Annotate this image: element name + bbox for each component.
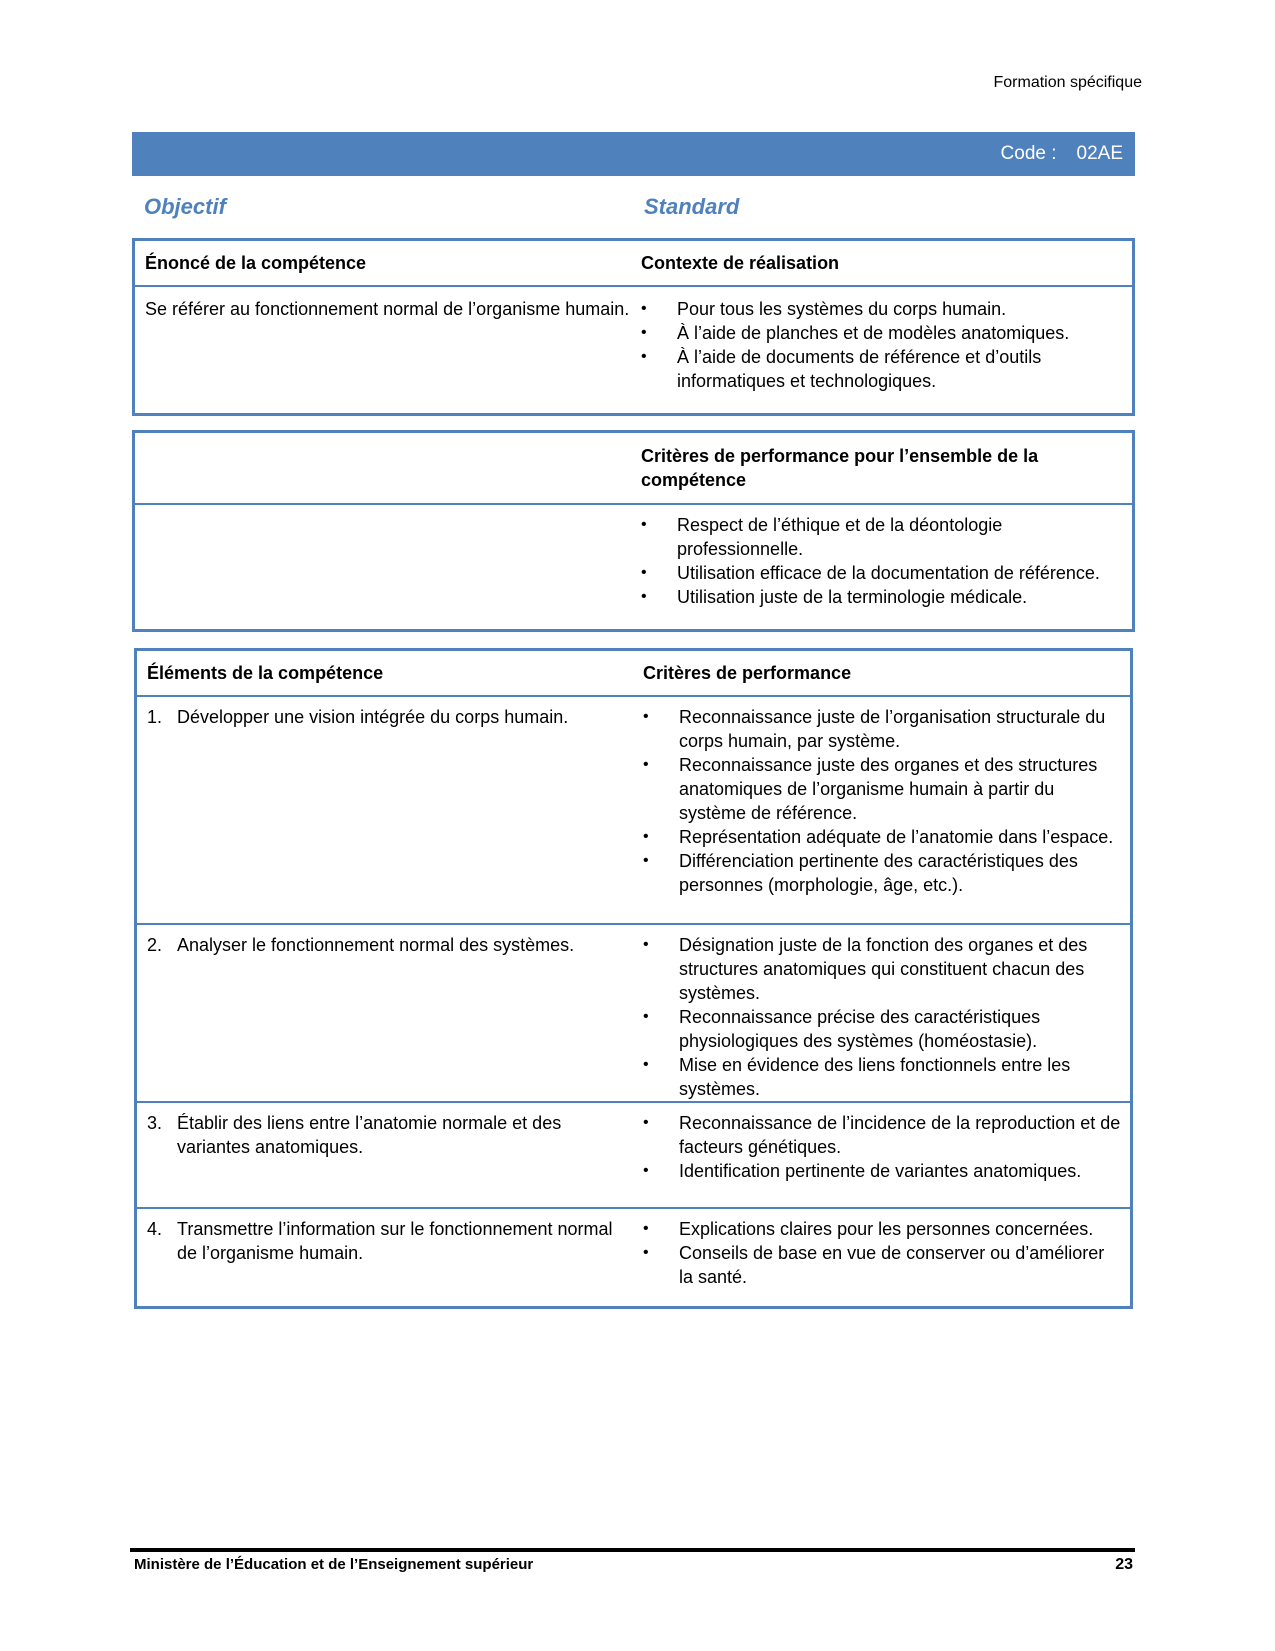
- element-number: 3.: [147, 1113, 163, 1133]
- standard-label: Standard: [644, 194, 740, 219]
- element-text: Établir des liens entre l’anatomie normale et des variantes anatomiques.: [177, 1113, 562, 1157]
- page-number: 23: [1115, 1556, 1133, 1573]
- criterion-item: • Reconnaissance précise des caractéristiques physiologiques des systèmes (homéostasie).: [643, 1005, 1122, 1053]
- overall-criteria-cell: [631, 513, 1132, 609]
- statement-header: Énoncé de la compétence: [145, 253, 367, 273]
- criteria-cell: [633, 705, 1130, 923]
- criteria-list: [643, 1217, 1122, 1289]
- element-text: Développer une vision intégrée du corps humain.: [177, 707, 569, 727]
- element-cell: [137, 1217, 633, 1306]
- footer-rule: [130, 1548, 1135, 1552]
- element-cell: [137, 1111, 633, 1207]
- criteria-cell: [633, 1111, 1130, 1207]
- overall-criteria-body: [135, 505, 1132, 609]
- table-row: [137, 697, 1130, 923]
- criterion-item: • Différenciation pertinente des caractéristiques des personnes (morphologie, âge, etc.).: [643, 849, 1122, 897]
- criteria-list: [643, 705, 1122, 897]
- element-text: Transmettre l’information sur le fonctionnement normal de l’organisme humain.: [177, 1219, 613, 1263]
- context-list: [641, 297, 1124, 393]
- overall-criteria-list: [641, 513, 1124, 609]
- criterion-item: • Identification pertinente de variantes anatomiques.: [643, 1159, 1122, 1183]
- context-item: • À l’aide de documents de référence et d’outils informatiques et technologiques.: [641, 345, 1124, 393]
- element-number: 1.: [147, 707, 163, 727]
- statement-table-body: [135, 287, 1132, 393]
- criterion-item: • Reconnaissance juste des organes et des structures anatomiques de l’organisme humain à partir du système de référence.: [643, 753, 1122, 825]
- criteria-cell: [633, 933, 1130, 1101]
- elements-table: [134, 648, 1133, 1309]
- elements-table-header: [137, 651, 1130, 697]
- element-number: 4.: [147, 1219, 163, 1239]
- code-label: Code :: [1000, 143, 1057, 164]
- code-banner: [132, 132, 1135, 176]
- criterion-item: • Représentation adéquate de l’anatomie dans l’espace.: [643, 825, 1122, 849]
- element-text: Analyser le fonctionnement normal des systèmes.: [177, 935, 575, 955]
- criteria-list: [643, 933, 1122, 1101]
- context-item: • Pour tous les systèmes du corps humain.: [641, 297, 1124, 321]
- footer-ministry: Ministère de l’Éducation et de l’Enseignement supérieur: [134, 1556, 534, 1573]
- overall-criteria-table: [132, 430, 1135, 632]
- table-row: [137, 1101, 1130, 1207]
- criterion-item: • Reconnaissance juste de l’organisation structurale du corps humain, par système.: [643, 705, 1122, 753]
- criterion-item: • Reconnaissance de l’incidence de la reproduction et de facteurs génétiques.: [643, 1111, 1122, 1159]
- context-list-cell: [631, 297, 1132, 393]
- table-row: [137, 923, 1130, 1101]
- criterion-item: • Respect de l’éthique et de la déontologie professionnelle.: [641, 513, 1124, 561]
- element-cell: [137, 705, 633, 923]
- criterion-item: • Mise en évidence des liens fonctionnels entre les systèmes.: [643, 1053, 1122, 1101]
- criteria-list: [643, 1111, 1122, 1183]
- competency-statement: Se référer au fonctionnement normal de l’organisme humain.: [145, 299, 630, 319]
- element-cell: [137, 933, 633, 1101]
- element-number: 2.: [147, 935, 163, 955]
- table-row: [137, 1207, 1130, 1306]
- context-item: • À l’aide de planches et de modèles anatomiques.: [641, 321, 1124, 345]
- context-header: Contexte de réalisation: [641, 253, 840, 273]
- objective-label: Objectif: [144, 194, 226, 219]
- code-value: 02AE: [1076, 143, 1123, 164]
- running-head: Formation spécifique: [993, 74, 1142, 91]
- criteria-header: Critères de performance: [643, 663, 852, 683]
- criterion-item: • Désignation juste de la fonction des organes et des structures anatomiques qui constituent chacun des systèmes.: [643, 933, 1122, 1005]
- empty-cell: [135, 513, 631, 609]
- elements-header: Éléments de la compétence: [147, 663, 384, 683]
- criteria-cell: [633, 1217, 1130, 1306]
- criterion-item: • Utilisation juste de la terminologie médicale.: [641, 585, 1124, 609]
- criterion-item: • Utilisation efficace de la documentation de référence.: [641, 561, 1124, 585]
- criterion-item: • Conseils de base en vue de conserver ou d’améliorer la santé.: [643, 1241, 1122, 1289]
- statement-table: [132, 238, 1135, 416]
- overall-criteria-header-row: [135, 433, 1132, 505]
- statement-table-header: [135, 241, 1132, 287]
- criterion-item: • Explications claires pour les personnes concernées.: [643, 1217, 1122, 1241]
- overall-criteria-header: Critères de performance pour l’ensemble de la compétence: [641, 446, 1039, 490]
